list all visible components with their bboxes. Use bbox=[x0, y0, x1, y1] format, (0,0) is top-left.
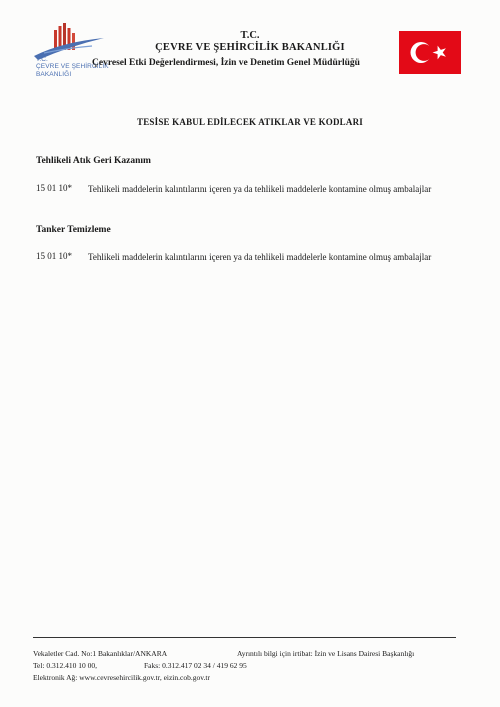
waste-description: Tehlikeli maddelerin kalıntılarını içeren ya da tehlikeli maddelerle kontamine olmuş ambalajlar bbox=[88, 184, 432, 194]
footer-fax: Faks: 0.312.417 02 34 / 419 62 95 bbox=[144, 661, 247, 670]
ministry-name: ÇEVRE VE ŞEHİRCİLİK BAKANLIĞI bbox=[155, 42, 345, 53]
turkish-flag-icon bbox=[399, 31, 461, 74]
footer-web: Elektronik Ağ: www.cevresehircilik.gov.tr, eizin.cob.gov.tr bbox=[33, 673, 210, 682]
section-heading-recovery: Tehlikeli Atık Geri Kazanım bbox=[36, 156, 151, 166]
section-heading-tanker-cleaning: Tanker Temizleme bbox=[36, 225, 111, 235]
waste-code: 15 01 10* bbox=[36, 183, 72, 193]
document-title: TESİSE KABUL EDİLECEK ATIKLAR VE KODLARI bbox=[137, 117, 363, 127]
header-tc: T.C. bbox=[240, 30, 260, 41]
directorate-name: Çevresel Etki Değerlendirmesi, İzin ve Denetim Genel Müdürlüğü bbox=[92, 58, 360, 68]
waste-code: 15 01 10* bbox=[36, 251, 72, 261]
waste-description: Tehlikeli maddelerin kalıntılarını içeren ya da tehlikeli maddelerle kontamine olmuş ambalajlar bbox=[88, 252, 432, 262]
footer-divider bbox=[33, 637, 456, 638]
footer-address: Vekaletler Cad. No:1 Bakanlıklar/ANKARA bbox=[33, 649, 168, 658]
logo-wordmark: T.C. ÇEVRE VE ŞEHİRCİLİK BAKANLIĞI bbox=[36, 56, 109, 78]
footer-tel: Tel: 0.312.410 10 00, bbox=[33, 661, 98, 670]
footer-contact: Ayrıntılı bilgi için irtibat: İzin ve Lisans Dairesi Başkanlığı bbox=[237, 649, 415, 658]
